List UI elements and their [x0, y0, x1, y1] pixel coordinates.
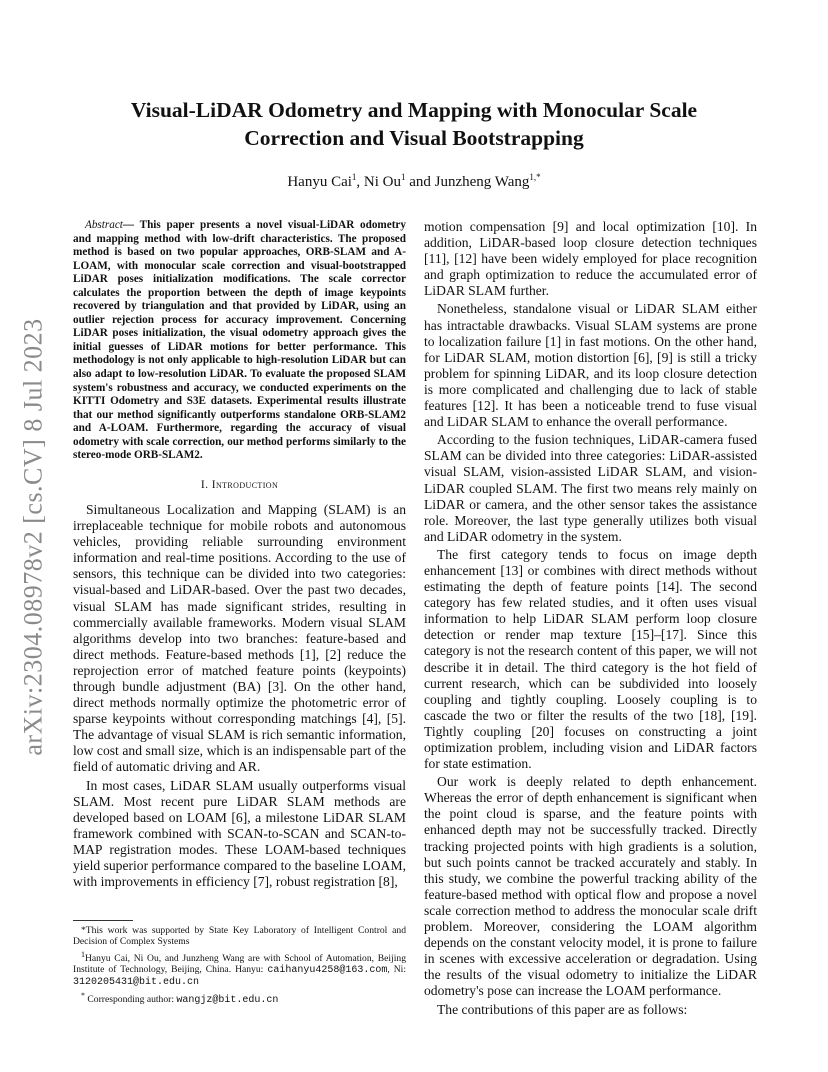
- arxiv-identifier: [14, 297, 54, 777]
- author-2-affiliation: 1: [401, 172, 406, 182]
- footnote-affiliation-text: Hanyu Cai, Ni Ou, and Junzheng Wang are with School of Automation, Beijing Institute of Technology, Beijing, China. Hanyu:: [73, 952, 406, 976]
- arxiv-id-text: arXiv:2304.08978v2 [cs.CV] 8 Jul 2023: [19, 318, 49, 756]
- intro-paragraph-5: The first category tends to focus on image depth enhancement [13] or combines with direct methods without estimating the depth of feature points [14]. The second category has few related studies, and it often uses visual information to help LiDAR SLAM perform loop closure detection or render map texture [15]–[17]. Since this category is not the research content of this paper, we will not describe it in detail. The third category is the hot field of current research, which can be subdivided into loosely coupling and tightly coupling. Loosely coupling is to cascade the two or filter the results of the two [18], [19]. Tightly coupling [20] focuses on constructing a joint optimization problem, including vision and LiDAR factors for state estimation.: [424, 546, 757, 772]
- paper-title: [90, 96, 738, 152]
- title-line-2: Correction and Visual Bootstrapping: [244, 126, 584, 150]
- footnote-affiliation: [73, 949, 406, 989]
- section-heading-introduction: I. Introduction: [200, 477, 279, 491]
- intro-paragraph-7: The contributions of this paper are as follows:: [437, 1001, 688, 1017]
- intro-paragraph-4: According to the fusion techniques, LiDAR-camera fused SLAM can be divided into three categories: LiDAR-assisted visual SLAM, vision-assisted LiDAR SLAM, and vision-LiDAR coupled SLAM. The first two means rely mainly on LiDAR or camera, and the other sensor takes the assistance role. Moreover, the last type generally utilizes both visual and LiDAR odometry in the system.: [424, 432, 757, 544]
- intro-paragraph-6: Our work is deeply related to depth enhancement. Whereas the error of depth enhancement is significant when the point cloud is sparse, and the feature points with enhanced depth may not be successfully tracked. Directly tracking projected points with high gradients is a solution, but such points cannot be tracked accurately and stably. In this study, we combine the powerful tracking ability of the feature-based method with optical flow and propose a novel scale correction method to address the monocular scale drift problem. Moreover, considering the LOAM algorithm depends on the constant velocity model, it is prone to failure in scenes with excessive acceleration or degradation. Using the results of the visual odometry to initialize the LiDAR odometry's pose can increase the LOAM performance.: [424, 774, 757, 999]
- intro-paragraph-1: Simultaneous Localization and Mapping (SLAM) is an irreplaceable technique for mobile robots and autonomous vehicles, providing reliable surrounding environment information and real-time positions. According to the use of sensors, this technique can be divided into two categories: visual-based and LiDAR-based. Over the past two decades, visual SLAM has made significant strides, resulting in commercially available frameworks. Modern visual SLAM algorithms develop into two branches: feature-based and direct methods. Feature-based methods [1], [2] reduce the reprojection error of matched feature points (keypoints) through bundle adjustment (BA) [3]. On the other hand, direct methods normally optimize the photometric error of sparse keypoints without corresponding matchings [4], [5]. The advantage of visual SLAM is rich semantic information, low cost and small size, which is an indispensable part of the field of automatic driving and AR.: [73, 501, 406, 775]
- abstract-label: Abstract: [85, 219, 123, 231]
- abstract-text: — This paper presents a novel visual-LiDAR odometry and mapping method with low-drift characteristics. The proposed method is based on two popular approaches, ORB-SLAM and A-LOAM, with monocular scale correction and visual-bootstrapped LiDAR poses initialization modifications. The scale corrector calculates the proportion between the depth of image keypoints recovered by triangulation and that provided by LiDAR, using an outlier rejection process for accuracy improvement. Concerning LiDAR poses initialization, the visual odometry approach gives the initial guesses of LiDAR motions for better performance. This methodology is not only applicable to high-resolution LiDAR but can also adapt to low-resolution LiDAR. To evaluate the proposed SLAM system's robustness and accuracy, we conducted experiments on the KITTI Odometry and S3E datasets. Experimental results illustrate that our method significantly outperforms standalone ORB-SLAM2 and A-LOAM. Furthermore, regarding the accuracy of visual odometry with scale correction, our method performs similarly to the stereo-mode ORB-SLAM2.: [73, 219, 406, 462]
- left-column: [73, 219, 406, 892]
- title-line-1: Visual-LiDAR Odometry and Mapping with Monocular Scale: [130, 98, 698, 122]
- email-link-ou[interactable]: 3120205431@bit.edu.cn: [73, 977, 200, 989]
- footnotes: [73, 920, 406, 1007]
- footnote-corresponding: [73, 990, 406, 1006]
- author-list: [90, 172, 738, 191]
- abstract: [73, 219, 406, 463]
- footnote-funding: *This work was supported by State Key Laboratory of Intelligent Control and Decision of Complex Systems: [73, 925, 406, 948]
- footnote-affiliation-marker: 1: [81, 949, 85, 959]
- author-2: , Ni Ou: [356, 174, 401, 190]
- author-1: Hanyu Cai: [287, 174, 352, 190]
- intro-paragraph-3: Nonetheless, standalone visual or LiDAR SLAM either has intractable drawbacks. Visual SLAM systems are prone to localization failure [1] in fast motions. On the other hand, for LiDAR SLAM, motion distortion [6], [9] is still a tricky problem for spinning LiDAR, and its loop closure detection is more complicated and challenging due to lack of stable features [12]. It has been a noticeable trend to fuse visual and LiDAR SLAM to enhance the overall performance.: [424, 301, 757, 430]
- author-3: and Junzheng Wang: [405, 174, 530, 190]
- intro-paragraph-continued: motion compensation [9] and local optimization [10]. In addition, LiDAR-based loop closure detection techniques [11], [12] have been widely employed for place recognition and graph optimization to reduce the accumulated error of LiDAR SLAM further.: [424, 219, 757, 299]
- footnote-affiliation-separator: , Ni:: [387, 964, 406, 976]
- intro-paragraph-2: In most cases, LiDAR SLAM usually outperforms visual SLAM. Most recent pure LiDAR SLAM methods are developed based on LOAM [6], a milestone LiDAR SLAM framework combined with SCAN-to-SCAN and SCAN-to-MAP registration modes. These LOAM-based techniques yield superior performance compared to the baseline LOAM, with improvements in efficiency [7], robust registration [8],: [73, 777, 406, 890]
- email-link-cai[interactable]: caihanyu4258@163.com: [267, 965, 388, 977]
- right-column: [424, 219, 757, 1020]
- author-1-affiliation: 1: [351, 172, 357, 182]
- footnote-corresponding-text: Corresponding author:: [85, 993, 177, 1005]
- author-3-affiliation: 1,*: [529, 172, 541, 182]
- footnote-divider: [73, 920, 133, 921]
- email-link-wang[interactable]: wangjz@bit.edu.cn: [176, 994, 279, 1006]
- footnote-corresponding-marker: *: [81, 990, 85, 1000]
